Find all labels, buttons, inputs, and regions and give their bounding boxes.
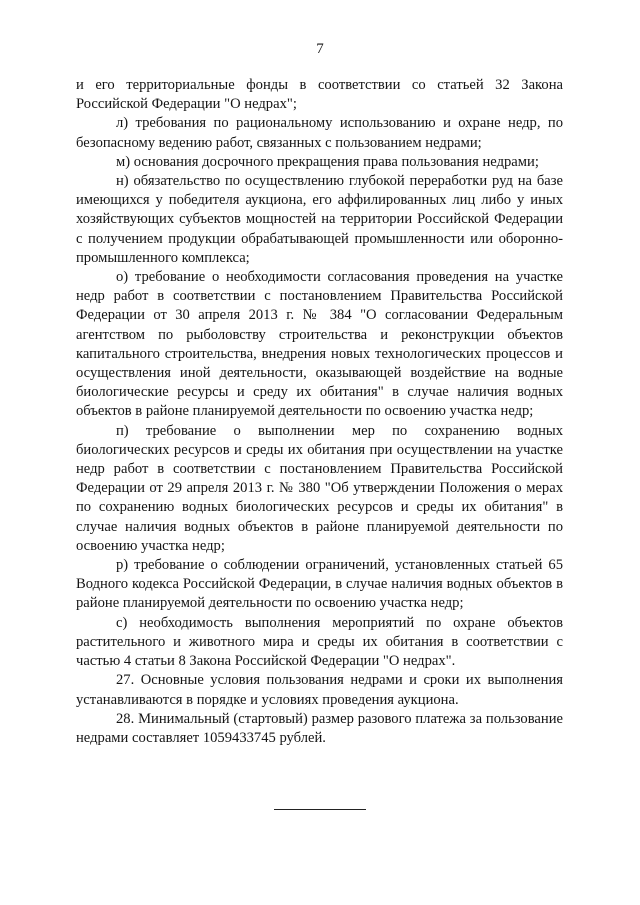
page-number: 7 <box>316 41 324 57</box>
footer-divider <box>274 809 366 810</box>
document-body <box>76 76 563 748</box>
paragraph-item-m: м) основания досрочного прекращения права пользования недрами; <box>116 153 539 170</box>
paragraph-item-n: н) обязательство по осуществлению глубокой переработки руд на базе имеющихся у победителя аукциона, его аффилированных лиц либо у иных хозяйствующих субъектов мощностей на территории Российской Федерации с получением продукции обрабатывающей промышленности или оборонно-промышленного комплекса; <box>76 173 563 266</box>
paragraph-item-l: л) требования по рациональному использованию и охране недр, по безопасному ведению работ, связанных с пользованием недрами; <box>76 115 563 151</box>
paragraph-item-r: р) требование о соблюдении ограничений, установленных статьей 65 Водного кодекса Российской Федерации, в случае наличия водных объектов в районе планируемой деятельности по освоению участка недр; <box>76 557 563 612</box>
paragraph-section-28: 28. Минимальный (стартовый) размер разового платежа за пользование недрами составляет 1059433745 рублей. <box>76 710 563 746</box>
paragraph-item-p: п) требование о выполнении мер по сохранению водных биологических ресурсов и среды их обитания при осуществлении на участке недр работ в соответствии с постановлением Правительства Российской Федерации от 29 апреля 2013 г. № 380 "Об утверждении Положения о мерах по сохранению водных биологических ресурсов и среды их обитания" в случае наличия водных объектов в районе планируемой деятельности по освоению участка недр; <box>76 422 563 554</box>
paragraph-section-27: 27. Основные условия пользования недрами и сроки их выполнения устанавливаются в порядке и условиях проведения аукциона. <box>76 672 563 708</box>
paragraph-item-o: о) требование о необходимости согласования проведения на участке недр работ в соответствии с постановлением Правительства Российской Федерации от 30 апреля 2013 г. № 384 "О согласовании Федеральным агентством по рыболовству строительства и реконструкции объектов капитального строительства, внедрения новых технологических процессов и осуществления иной деятельности, оказывающей воздействие на водные биологические ресурсы и среду их обитания" в случае наличия водных объектов в районе планируемой деятельности по освоению участка недр; <box>76 269 563 420</box>
paragraph-item-s: с) необходимость выполнения мероприятий по охране объектов растительного и животного мира и среды их обитания в соответствии с частью 4 статьи 8 Закона Российской Федерации "О недрах". <box>76 614 563 670</box>
paragraph-continuation: и его территориальные фонды в соответствии со статьей 32 Закона Российской Федерации "О недрах"; <box>76 77 563 113</box>
